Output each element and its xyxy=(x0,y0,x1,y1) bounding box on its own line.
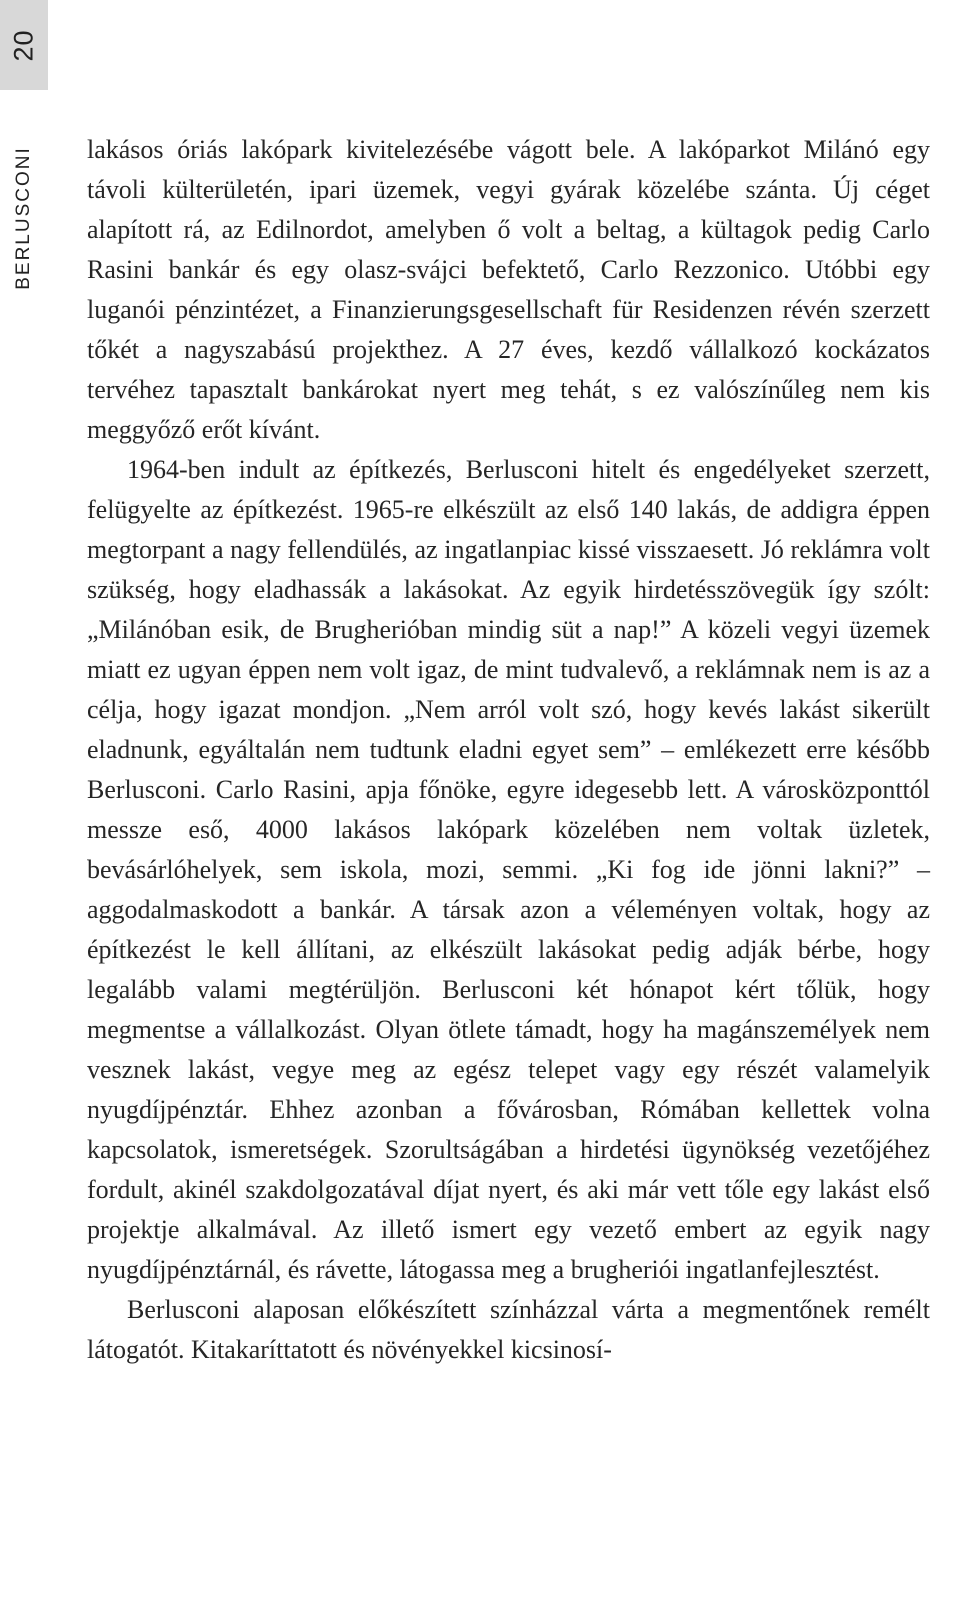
page-number: 20 xyxy=(8,28,39,62)
paragraph-2: 1964-ben indult az építkezés, Berlusconi hitelt és engedélyeket szerzett, felügyelte az építkezést. 1965-re elkészült az első 140 lakás, de addigra éppen megtorpant a nagy fellendülés, az ingatlanpiac kissé visszaesett. Jó reklámra volt szükség, hogy eladhassák a lakásokat. Az egyik hirdetésszövegük így szólt: „Milánóban esik, de Brugherióban mindig süt a nap!” A közeli vegyi üzemek miatt ez ugyan éppen nem volt igaz, de mint tudvalevő, a reklámnak nem is az a célja, hogy igazat mondjon. „Nem arról volt szó, hogy kevés lakást sikerült eladnunk, egyáltalán nem tudtunk eladni egyet sem” – emlékezett erre később Berlusconi. Carlo Rasini, apja főnöke, egyre idegesebb lett. A városközponttól messze eső, 4000 lakásos lakópark közelében nem voltak üzletek, bevásárlóhelyek, sem iskola, mozi, semmi. „Ki fog ide jönni lakni?” – aggodalmaskodott a bankár. A társak azon a véleményen voltak, hogy az építkezést le kell állítani, az elkészült lakásokat pedig adják bérbe, hogy legalább valami megtérüljön. Berlusconi két hónapot kért tőlük, hogy megmentse a vállalkozást. Olyan ötlete támadt, hogy ha magánszemélyek nem vesznek lakást, vegye meg az egész telepet vagy egy részét valamelyik nyugdíjpénztár. Ehhez azonban a fővárosban, Rómában kellettek volna kapcsolatok, ismeretségek. Szorultságában a hirdetési ügynökség vezetőjéhez fordult, akinél szakdolgozatával díjat nyert, és aki már vett tőle egy lakást első projektje alkalmával. Az illető ismert egy vezető embert az egyik nagy nyugdíjpénztárnál, és rávette, látogassa meg a brugheriói ingatlanfejlesztést. xyxy=(87,455,930,1284)
paragraph-3: Berlusconi alaposan előkészített színházzal várta a megmentőnek remélt látogatót. Kitakaríttatott és növényekkel kicsinosí- xyxy=(87,1295,930,1364)
page-margin-sidebar xyxy=(0,0,48,1615)
page-number-tab xyxy=(0,0,48,90)
running-head-text: BERLUSCONI xyxy=(13,146,34,290)
paragraph-1: lakásos óriás lakópark kivitelezésébe vágott bele. A lakóparkot Milánó egy távoli külterületén, ipari üzemek, vegyi gyárak közelébe szánta. Új céget alapított rá, az Edilnordot, amelyben ő volt a beltag, a kültagok pedig Carlo Rasini bankár és egy olasz-svájci befektető, Carlo Rezzonico. Utóbbi egy luganói pénzintézet, a Finanzierungsgesellschaft für Residenzen révén szerzett tőkét a nagyszabású projekthez. A 27 éves, kezdő vállalkozó kockázatos tervéhez tapasztalt bankárokat nyert meg tehát, s ez valószínűleg nem kis meggyőző erőt kívánt. xyxy=(87,135,930,444)
body-text xyxy=(87,130,930,1370)
running-head xyxy=(0,118,48,318)
